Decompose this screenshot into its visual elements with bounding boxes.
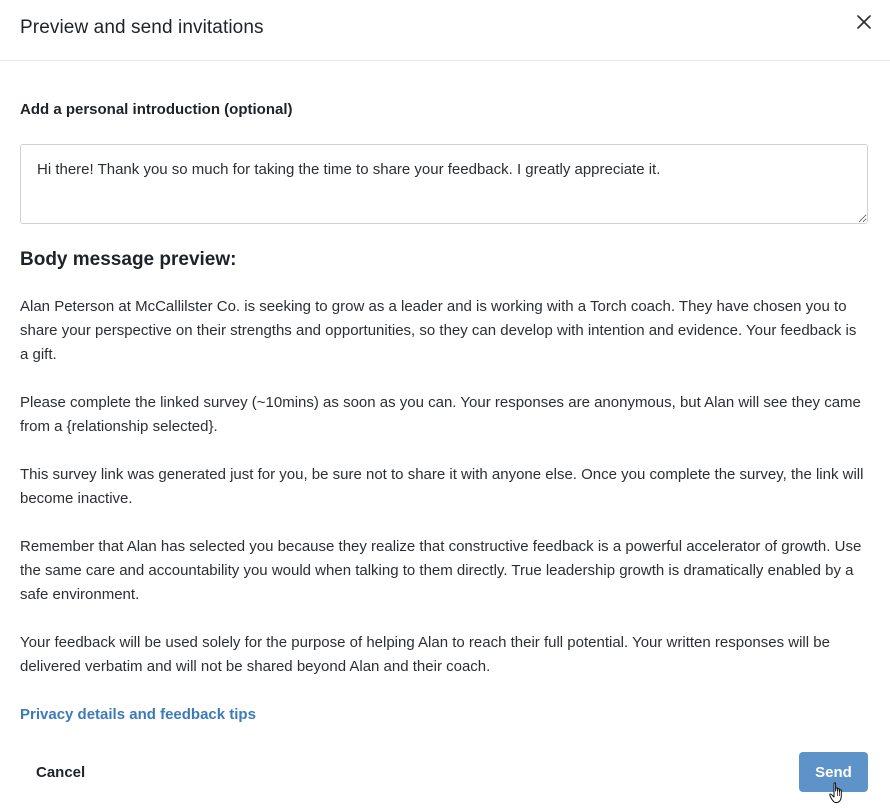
dialog-header (0, 0, 890, 61)
intro-label: Add a personal introduction (optional) (20, 101, 293, 118)
preview-paragraph: Remember that Alan has selected you because they realize that constructive feedback is a powerful accelerator of growth. Use the same care and accountability you would when talking to them directly. True leadership growth is dramatically enabled by a safe environment. (20, 538, 862, 603)
close-button[interactable] (852, 10, 876, 34)
preview-paragraph: Your feedback will be used solely for the purpose of helping Alan to reach their full potential. Your written responses will be delivered verbatim and will not be shared beyond Alan and their coach. (20, 634, 830, 675)
intro-textarea[interactable] (20, 144, 868, 224)
preview-heading: Body message preview: (20, 249, 237, 270)
cancel-button[interactable]: Cancel (20, 752, 101, 792)
dialog-title: Preview and send invitations (20, 17, 264, 38)
preview-paragraph: Please complete the linked survey (~10mins) as soon as you can. Your responses are anonymous, but Alan will see they came from a {relationship selected}. (20, 394, 861, 435)
close-icon (857, 15, 871, 29)
privacy-tips-link[interactable]: Privacy details and feedback tips (20, 706, 256, 723)
message-preview (20, 295, 868, 703)
send-button[interactable]: Send (799, 752, 868, 792)
preview-paragraph: This survey link was generated just for you, be sure not to share it with anyone else. Once you complete the survey, the link will become inactive. (20, 466, 864, 507)
preview-paragraph: Alan Peterson at McCallilster Co. is seeking to grow as a leader and is working with a Torch coach. They have chosen you to share your perspective on their strengths and opportunities, so they can develop with intention and evidence. Your feedback is a gift. (20, 298, 857, 363)
